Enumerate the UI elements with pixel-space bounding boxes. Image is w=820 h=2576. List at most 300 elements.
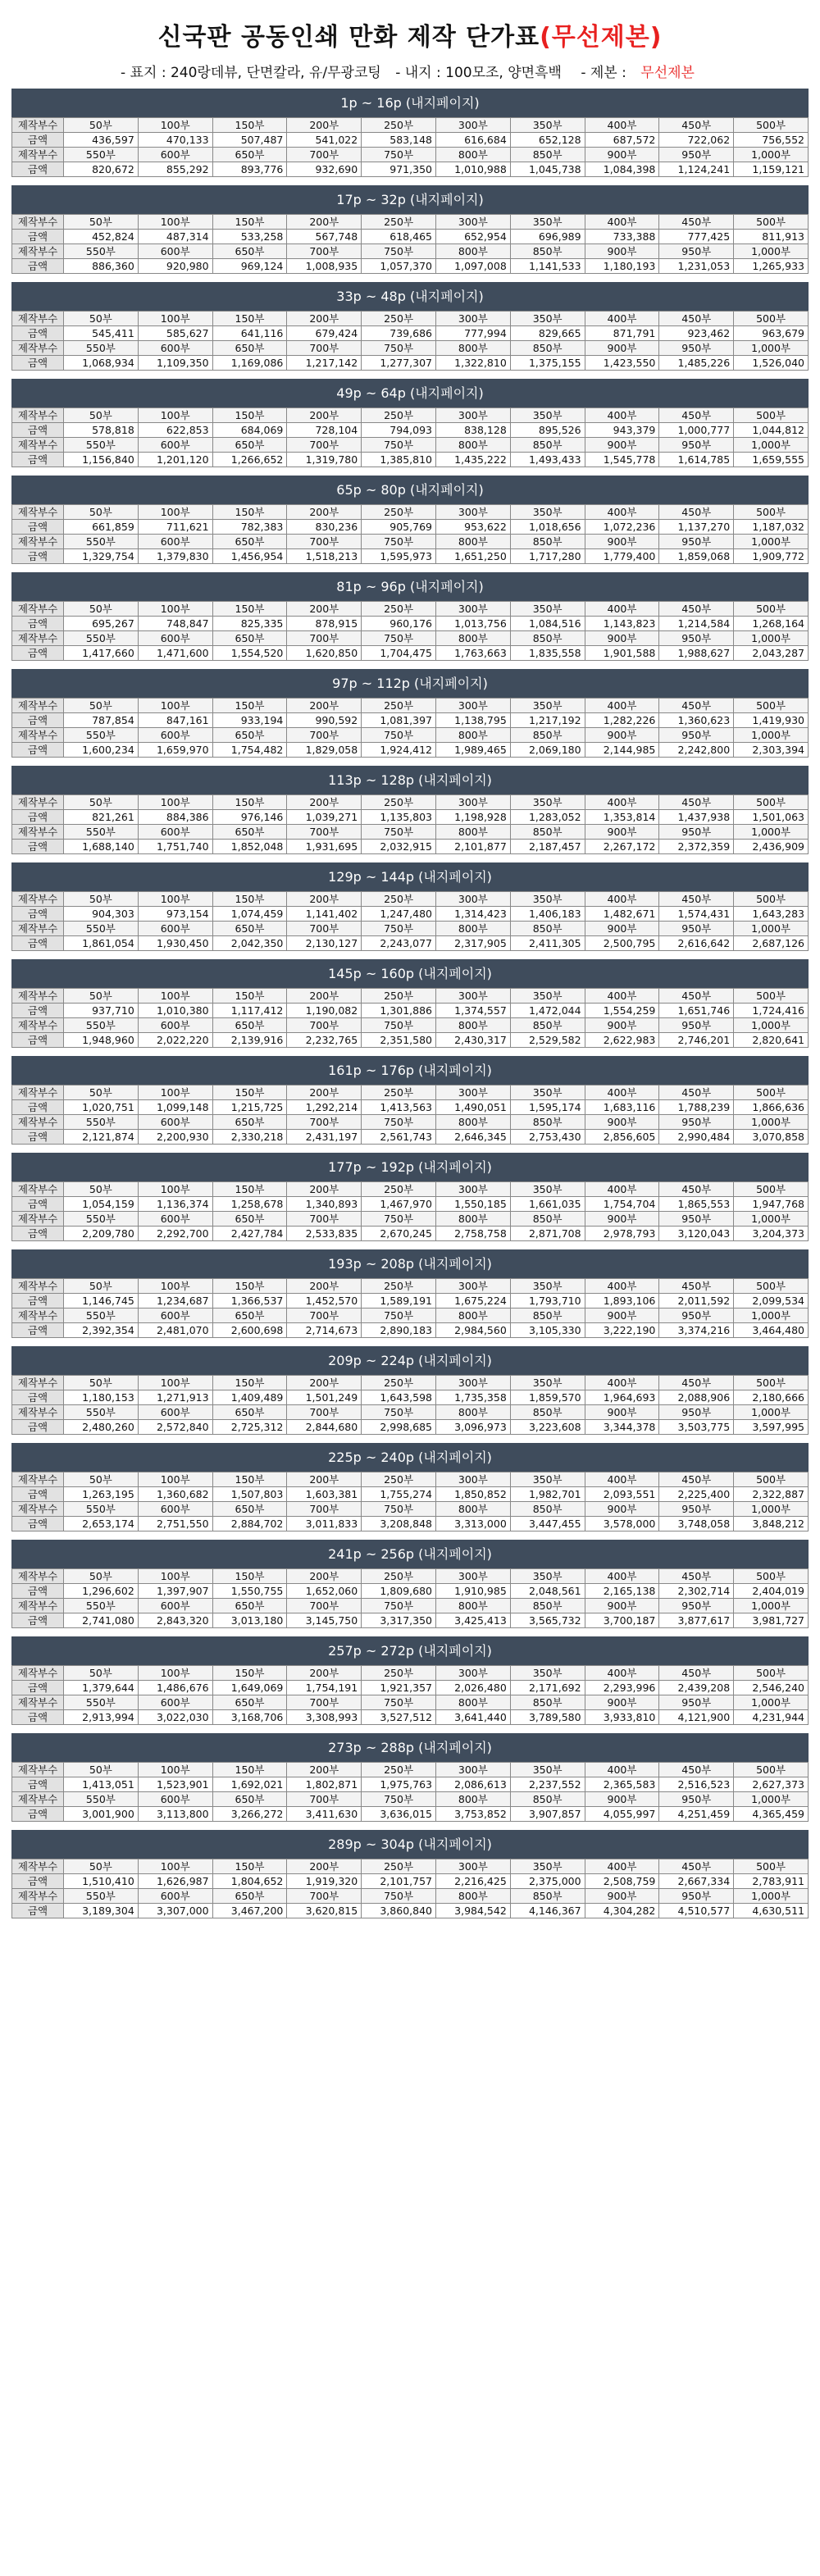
quantity-cell: 250부 [362,989,436,1004]
quantity-cell: 650부 [212,1308,287,1323]
amount-label: 금액 [12,1390,64,1405]
quantity-cell: 700부 [287,922,362,936]
quantity-row [12,922,809,936]
price-cell: 2,984,560 [435,1323,510,1338]
amount-label: 금액 [12,1420,64,1435]
price-cell: 971,350 [362,162,436,177]
quantity-cell: 750부 [362,728,436,743]
amount-label: 금액 [12,1033,64,1048]
page-range-header: 177p ~ 192p (내지페이지) [11,1153,809,1181]
price-cell: 1,385,810 [362,453,436,467]
price-cell: 777,425 [659,230,734,244]
quantity-cell: 100부 [138,1376,212,1390]
price-cell: 652,954 [435,230,510,244]
quantity-cell: 800부 [435,922,510,936]
quantity-cell: 1,000부 [734,1695,809,1710]
quantity-cell: 950부 [659,148,734,162]
price-cell: 1,704,475 [362,646,436,661]
price-cell: 1,859,570 [510,1390,585,1405]
price-cell: 2,913,994 [64,1710,139,1725]
quantity-cell: 750부 [362,1115,436,1130]
price-block [11,862,809,951]
quantity-row [12,1212,809,1227]
quantity-cell: 400부 [585,1859,659,1874]
quantity-cell: 200부 [287,1182,362,1197]
amount-label: 금액 [12,1777,64,1792]
quantity-cell: 800부 [435,1212,510,1227]
price-cell: 3,001,900 [64,1807,139,1822]
price-cell: 3,013,180 [212,1613,287,1628]
price-cell: 1,910,985 [435,1584,510,1599]
quantity-row [12,1889,809,1904]
amount-label: 금액 [12,1613,64,1628]
price-cell: 1,099,148 [138,1100,212,1115]
quantity-cell: 150부 [212,1472,287,1487]
price-cell: 622,853 [138,423,212,438]
price-cell: 452,824 [64,230,139,244]
price-cell: 1,472,044 [510,1004,585,1018]
quantity-label: 제작부수 [12,1889,64,1904]
quantity-cell: 150부 [212,408,287,423]
price-cell: 920,980 [138,259,212,274]
price-cell: 2,500,795 [585,936,659,951]
price-cell: 2,508,759 [585,1874,659,1889]
quantity-cell: 850부 [510,1405,585,1420]
amount-row [12,1130,809,1145]
quantity-label: 제작부수 [12,1859,64,1874]
quantity-cell: 450부 [659,215,734,230]
page-range-header: 257p ~ 272p (내지페이지) [11,1636,809,1665]
amount-row [12,810,809,825]
price-cell: 1,545,778 [585,453,659,467]
quantity-cell: 850부 [510,1695,585,1710]
price-cell: 1,947,768 [734,1197,809,1212]
price-cell: 855,292 [138,162,212,177]
price-table [11,1568,809,1628]
price-cell: 838,128 [435,423,510,438]
quantity-cell: 300부 [435,989,510,1004]
price-table [11,311,809,371]
price-cell: 2,209,780 [64,1227,139,1241]
price-cell: 1,919,320 [287,1874,362,1889]
price-cell: 1,692,021 [212,1777,287,1792]
quantity-cell: 500부 [734,505,809,520]
quantity-label: 제작부수 [12,699,64,713]
price-table [11,1665,809,1725]
quantity-row [12,825,809,840]
quantity-cell: 150부 [212,1085,287,1100]
price-cell: 1,417,660 [64,646,139,661]
price-cell: 3,467,200 [212,1904,287,1918]
quantity-cell: 400부 [585,1569,659,1584]
quantity-cell: 750부 [362,922,436,936]
amount-row [12,453,809,467]
amount-row [12,713,809,728]
quantity-cell: 850부 [510,1018,585,1033]
quantity-row [12,341,809,356]
quantity-cell: 850부 [510,1599,585,1613]
quantity-cell: 100부 [138,1666,212,1681]
price-cell: 933,194 [212,713,287,728]
price-cell: 1,057,370 [362,259,436,274]
quantity-cell: 300부 [435,312,510,326]
price-cell: 3,313,000 [435,1517,510,1531]
price-cell: 2,653,174 [64,1517,139,1531]
price-cell: 1,526,040 [734,356,809,371]
page-range-header: 49p ~ 64p (내지페이지) [11,379,809,407]
quantity-cell: 300부 [435,1376,510,1390]
price-block [11,89,809,177]
price-cell: 1,010,988 [435,162,510,177]
quantity-cell: 100부 [138,1859,212,1874]
price-cell: 904,303 [64,907,139,922]
quantity-cell: 550부 [64,244,139,259]
quantity-cell: 100부 [138,408,212,423]
quantity-cell: 700부 [287,148,362,162]
quantity-cell: 600부 [138,1599,212,1613]
quantity-cell: 1,000부 [734,1405,809,1420]
amount-label: 금액 [12,520,64,535]
price-cell: 3,748,058 [659,1517,734,1531]
quantity-cell: 250부 [362,699,436,713]
quantity-cell: 800부 [435,1695,510,1710]
price-cell: 2,856,605 [585,1130,659,1145]
quantity-cell: 200부 [287,1666,362,1681]
price-cell: 3,308,993 [287,1710,362,1725]
spec-line [11,57,809,89]
price-cell: 2,032,915 [362,840,436,854]
quantity-cell: 500부 [734,215,809,230]
price-cell: 1,217,192 [510,713,585,728]
price-cell: 2,670,245 [362,1227,436,1241]
quantity-label: 제작부수 [12,1018,64,1033]
quantity-cell: 600부 [138,1502,212,1517]
price-cell: 2,121,874 [64,1130,139,1145]
price-cell: 2,436,909 [734,840,809,854]
amount-label: 금액 [12,1710,64,1725]
price-cell: 811,913 [734,230,809,244]
quantity-cell: 350부 [510,505,585,520]
price-cell: 1,501,249 [287,1390,362,1405]
quantity-cell: 900부 [585,825,659,840]
quantity-cell: 550부 [64,1308,139,1323]
quantity-cell: 550부 [64,438,139,453]
amount-label: 금액 [12,1904,64,1918]
price-cell: 2,529,582 [510,1033,585,1048]
quantity-cell: 1,000부 [734,1599,809,1613]
quantity-cell: 950부 [659,728,734,743]
quantity-cell: 450부 [659,408,734,423]
price-cell: 2,753,430 [510,1130,585,1145]
quantity-cell: 100부 [138,1085,212,1100]
price-cell: 2,758,758 [435,1227,510,1241]
price-table [11,504,809,564]
price-cell: 3,374,216 [659,1323,734,1338]
quantity-label: 제작부수 [12,215,64,230]
amount-label: 금액 [12,230,64,244]
quantity-label: 제작부수 [12,1405,64,1420]
quantity-cell: 800부 [435,825,510,840]
quantity-row [12,1308,809,1323]
price-cell: 2,293,996 [585,1681,659,1695]
quantity-cell: 350부 [510,795,585,810]
quantity-cell: 200부 [287,989,362,1004]
price-table [11,794,809,854]
quantity-cell: 800부 [435,244,510,259]
price-cell: 1,044,812 [734,423,809,438]
price-cell: 2,322,887 [734,1487,809,1502]
price-cell: 1,614,785 [659,453,734,467]
price-cell: 3,113,800 [138,1807,212,1822]
quantity-cell: 550부 [64,1115,139,1130]
price-cell: 3,981,727 [734,1613,809,1628]
quantity-cell: 50부 [64,1859,139,1874]
quantity-cell: 900부 [585,438,659,453]
quantity-label: 제작부수 [12,118,64,133]
quantity-cell: 950부 [659,1695,734,1710]
price-cell: 2,365,583 [585,1777,659,1792]
price-cell: 2,351,580 [362,1033,436,1048]
quantity-row [12,1472,809,1487]
price-cell: 3,411,630 [287,1807,362,1822]
price-cell: 3,307,000 [138,1904,212,1918]
quantity-cell: 500부 [734,1763,809,1777]
page-range-header: 97p ~ 112p (내지페이지) [11,669,809,698]
quantity-cell: 800부 [435,438,510,453]
price-cell: 2,243,077 [362,936,436,951]
quantity-cell: 650부 [212,341,287,356]
quantity-cell: 100부 [138,118,212,133]
price-cell: 3,620,815 [287,1904,362,1918]
price-cell: 1,214,584 [659,617,734,631]
price-cell: 1,659,970 [138,743,212,758]
amount-row [12,1390,809,1405]
price-cell: 1,931,695 [287,840,362,854]
quantity-cell: 400부 [585,1472,659,1487]
price-cell: 1,754,704 [585,1197,659,1212]
price-cell: 2,042,350 [212,936,287,951]
quantity-cell: 900부 [585,1018,659,1033]
price-cell: 578,818 [64,423,139,438]
price-cell: 1,124,241 [659,162,734,177]
quantity-cell: 600부 [138,1212,212,1227]
quantity-row [12,1792,809,1807]
price-cell: 1,924,412 [362,743,436,758]
quantity-label: 제작부수 [12,989,64,1004]
quantity-cell: 750부 [362,438,436,453]
page-range-header: 209p ~ 224p (내지페이지) [11,1346,809,1375]
price-cell: 3,208,848 [362,1517,436,1531]
quantity-cell: 850부 [510,728,585,743]
quantity-cell: 450부 [659,1859,734,1874]
price-cell: 1,754,482 [212,743,287,758]
price-cell: 679,424 [287,326,362,341]
price-cell: 1,054,159 [64,1197,139,1212]
price-cell: 2,392,354 [64,1323,139,1338]
price-cell: 1,081,397 [362,713,436,728]
price-cell: 830,236 [287,520,362,535]
price-cell: 3,223,608 [510,1420,585,1435]
quantity-cell: 800부 [435,1405,510,1420]
amount-row [12,423,809,438]
price-cell: 1,406,183 [510,907,585,922]
price-cell: 728,104 [287,423,362,438]
quantity-cell: 900부 [585,1502,659,1517]
price-cell: 2,561,743 [362,1130,436,1145]
price-cell: 2,884,702 [212,1517,287,1531]
quantity-cell: 600부 [138,631,212,646]
title-main: 신국판 공동인쇄 만화 제작 단가표 [157,23,540,52]
quantity-cell: 950부 [659,922,734,936]
amount-row [12,1227,809,1241]
quantity-cell: 450부 [659,989,734,1004]
price-cell: 943,379 [585,423,659,438]
price-cell: 1,930,450 [138,936,212,951]
quantity-cell: 400부 [585,989,659,1004]
quantity-cell: 250부 [362,408,436,423]
quantity-cell: 650부 [212,631,287,646]
quantity-cell: 500부 [734,1859,809,1874]
price-cell: 2,622,983 [585,1033,659,1048]
quantity-cell: 450부 [659,1182,734,1197]
quantity-row [12,1279,809,1294]
quantity-cell: 250부 [362,118,436,133]
quantity-cell: 950부 [659,438,734,453]
price-cell: 2,048,561 [510,1584,585,1599]
price-cell: 2,242,800 [659,743,734,758]
quantity-cell: 500부 [734,118,809,133]
quantity-cell: 400부 [585,602,659,617]
amount-label: 금액 [12,549,64,564]
quantity-cell: 750부 [362,1405,436,1420]
price-cell: 3,860,840 [362,1904,436,1918]
quantity-cell: 200부 [287,1085,362,1100]
quantity-cell: 300부 [435,1279,510,1294]
price-cell: 2,099,534 [734,1294,809,1308]
price-cell: 2,572,840 [138,1420,212,1435]
quantity-cell: 950부 [659,1212,734,1227]
quantity-cell: 650부 [212,1502,287,1517]
price-cell: 661,859 [64,520,139,535]
price-cell: 1,659,555 [734,453,809,467]
quantity-label: 제작부수 [12,922,64,936]
price-table [11,1181,809,1241]
quantity-row [12,312,809,326]
price-cell: 3,447,455 [510,1517,585,1531]
price-cell: 2,990,484 [659,1130,734,1145]
price-cell: 1,507,803 [212,1487,287,1502]
quantity-cell: 100부 [138,795,212,810]
price-cell: 2,600,698 [212,1323,287,1338]
price-cell: 1,117,412 [212,1004,287,1018]
price-cell: 1,010,380 [138,1004,212,1018]
quantity-label: 제작부수 [12,1308,64,1323]
price-cell: 2,820,641 [734,1033,809,1048]
quantity-cell: 50부 [64,699,139,713]
price-cell: 1,072,236 [585,520,659,535]
quantity-cell: 50부 [64,1763,139,1777]
price-cell: 618,465 [362,230,436,244]
quantity-cell: 500부 [734,892,809,907]
price-cell: 1,510,410 [64,1874,139,1889]
price-cell: 3,877,617 [659,1613,734,1628]
price-cell: 1,603,381 [287,1487,362,1502]
price-table [11,1375,809,1435]
amount-row [12,1033,809,1048]
quantity-cell: 50부 [64,1279,139,1294]
quantity-row [12,1502,809,1517]
quantity-cell: 400부 [585,1182,659,1197]
price-cell: 3,848,212 [734,1517,809,1531]
quantity-cell: 100부 [138,989,212,1004]
price-cell: 1,314,423 [435,907,510,922]
quantity-label: 제작부수 [12,1599,64,1613]
price-cell: 1,523,901 [138,1777,212,1792]
quantity-cell: 800부 [435,1889,510,1904]
quantity-cell: 300부 [435,1182,510,1197]
price-cell: 722,062 [659,133,734,148]
quantity-cell: 250부 [362,795,436,810]
quantity-cell: 400부 [585,215,659,230]
price-table [11,214,809,274]
price-cell: 2,011,592 [659,1294,734,1308]
quantity-cell: 650부 [212,148,287,162]
quantity-cell: 1,000부 [734,1212,809,1227]
quantity-cell: 300부 [435,1859,510,1874]
price-block [11,572,809,661]
quantity-cell: 500부 [734,1666,809,1681]
quantity-row [12,244,809,259]
quantity-cell: 850부 [510,438,585,453]
amount-row [12,259,809,274]
price-cell: 2,714,673 [287,1323,362,1338]
quantity-cell: 400부 [585,505,659,520]
quantity-cell: 600부 [138,1695,212,1710]
spec-binding-label: - 제본 : [581,65,626,81]
quantity-cell: 150부 [212,215,287,230]
quantity-row [12,1763,809,1777]
amount-label: 금액 [12,810,64,825]
price-table [11,1472,809,1531]
quantity-cell: 700부 [287,244,362,259]
quantity-cell: 850부 [510,535,585,549]
quantity-cell: 1,000부 [734,341,809,356]
quantity-cell: 450부 [659,1763,734,1777]
quantity-cell: 350부 [510,892,585,907]
quantity-cell: 1,000부 [734,1502,809,1517]
quantity-cell: 900부 [585,728,659,743]
quantity-cell: 150부 [212,1182,287,1197]
price-cell: 1,901,588 [585,646,659,661]
quantity-cell: 600부 [138,341,212,356]
quantity-cell: 700부 [287,1599,362,1613]
quantity-cell: 600부 [138,1308,212,1323]
quantity-row [12,118,809,133]
price-cell: 1,263,195 [64,1487,139,1502]
quantity-cell: 600부 [138,1018,212,1033]
quantity-cell: 150부 [212,989,287,1004]
price-cell: 2,165,138 [585,1584,659,1599]
amount-row [12,646,809,661]
price-block [11,476,809,564]
quantity-cell: 550부 [64,1792,139,1807]
quantity-cell: 550부 [64,1695,139,1710]
quantity-cell: 650부 [212,244,287,259]
quantity-cell: 950부 [659,341,734,356]
price-cell: 748,847 [138,617,212,631]
page-range-header: 145p ~ 160p (내지페이지) [11,959,809,988]
amount-label: 금액 [12,453,64,467]
